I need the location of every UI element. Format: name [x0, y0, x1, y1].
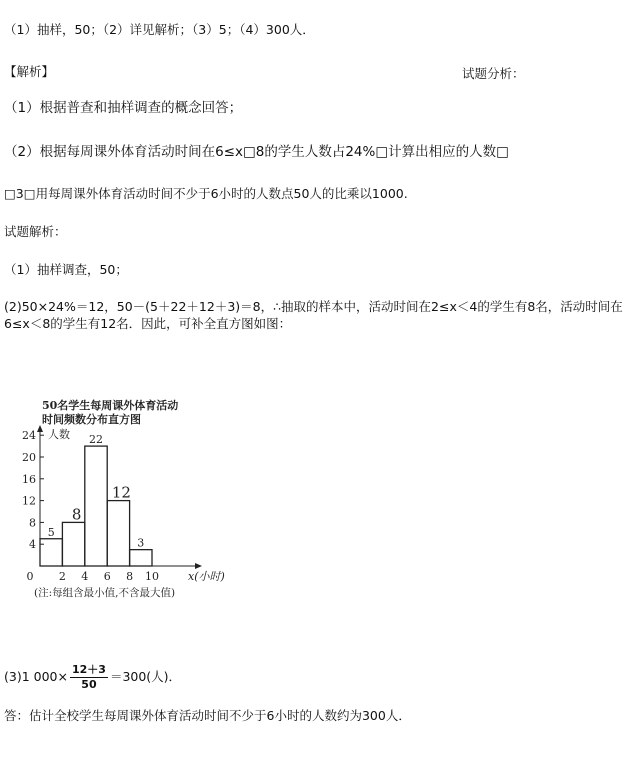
y-axis-arrow — [37, 425, 43, 432]
bar-value-label: 8 — [71, 505, 82, 524]
bar-value-label: 22 — [89, 433, 103, 447]
fraction-denominator: 50 — [81, 678, 97, 691]
solution-label: 试题解析： — [4, 224, 67, 239]
histogram-bar — [62, 522, 84, 566]
answer-line: （1）抽样，50；（2）详见解析；（3）5；（4）300人． — [4, 22, 315, 37]
histogram-bar — [107, 501, 129, 566]
bar-value-label: 12 — [111, 483, 131, 502]
y-axis-label: 人数 — [48, 428, 70, 441]
histogram-bar — [40, 539, 62, 566]
step-3: □3□用每周课外体育活动时间不少于6小时的人数点50人的比乘以1000. — [4, 186, 408, 201]
fraction-numerator: 12＋3 — [71, 663, 106, 676]
histogram-chart — [20, 392, 250, 617]
bar-value-label: 5 — [47, 525, 55, 539]
analysis-label: 【解析】 — [4, 64, 55, 79]
step-1: （1）根据普查和抽样调查的概念回答； — [4, 100, 243, 116]
y-ticks — [22, 429, 44, 551]
histogram-bar — [85, 446, 107, 566]
y-tick-label: 12 — [22, 494, 36, 508]
chart-title-line1: 50名学生每周课外体育活动 — [42, 399, 179, 412]
step-2: （2）根据每周课外体育活动时间在6≤x□8的学生人数占24%□计算出相应的人数□ — [4, 144, 509, 160]
chart-title-line2: 时间频数分布直方图 — [42, 413, 141, 426]
x-ticks — [27, 570, 160, 583]
x-tick-label: 10 — [145, 570, 159, 583]
x-axis-label: x(小时) — [188, 570, 225, 583]
bars — [40, 446, 152, 566]
conclusion: 答：估计全校学生每周课外体育活动时间不少于6小时的人数约为300人． — [4, 708, 411, 723]
solution-2: (2)50×24%＝12，50－(5＋22＋12＋3)＝8，∴抽取的样本中，活动时间在2≤x＜4的学生有8名，活动时间在6≤x＜8的学生有12名．因此，可补全直方图如图： — [4, 299, 623, 331]
x-tick-label: 0 — [26, 570, 34, 583]
y-tick-label: 8 — [29, 516, 36, 530]
histogram-bar — [130, 550, 152, 566]
bar-value-label: 3 — [137, 536, 145, 550]
solution-3-suffix: ＝300(人)． — [109, 669, 182, 684]
solution-3-prefix: (3)1 000× — [4, 669, 68, 684]
x-tick-label: 8 — [126, 570, 134, 583]
solution-3 — [4, 660, 181, 694]
x-tick-label: 2 — [58, 570, 66, 583]
x-tick-label: 4 — [81, 570, 89, 583]
y-tick-label: 16 — [22, 472, 36, 486]
analysis-title: 试题分析： — [462, 66, 525, 81]
y-tick-label: 20 — [22, 451, 36, 464]
fraction — [70, 663, 108, 692]
y-tick-label: 24 — [22, 429, 36, 443]
chart-note: (注:每组含最小值,不含最大值) — [34, 587, 176, 599]
y-tick-label: 4 — [29, 538, 36, 552]
x-axis-arrow — [195, 563, 202, 569]
solution-1: （1）抽样调查，50； — [4, 262, 128, 277]
x-tick-label: 6 — [103, 570, 111, 583]
